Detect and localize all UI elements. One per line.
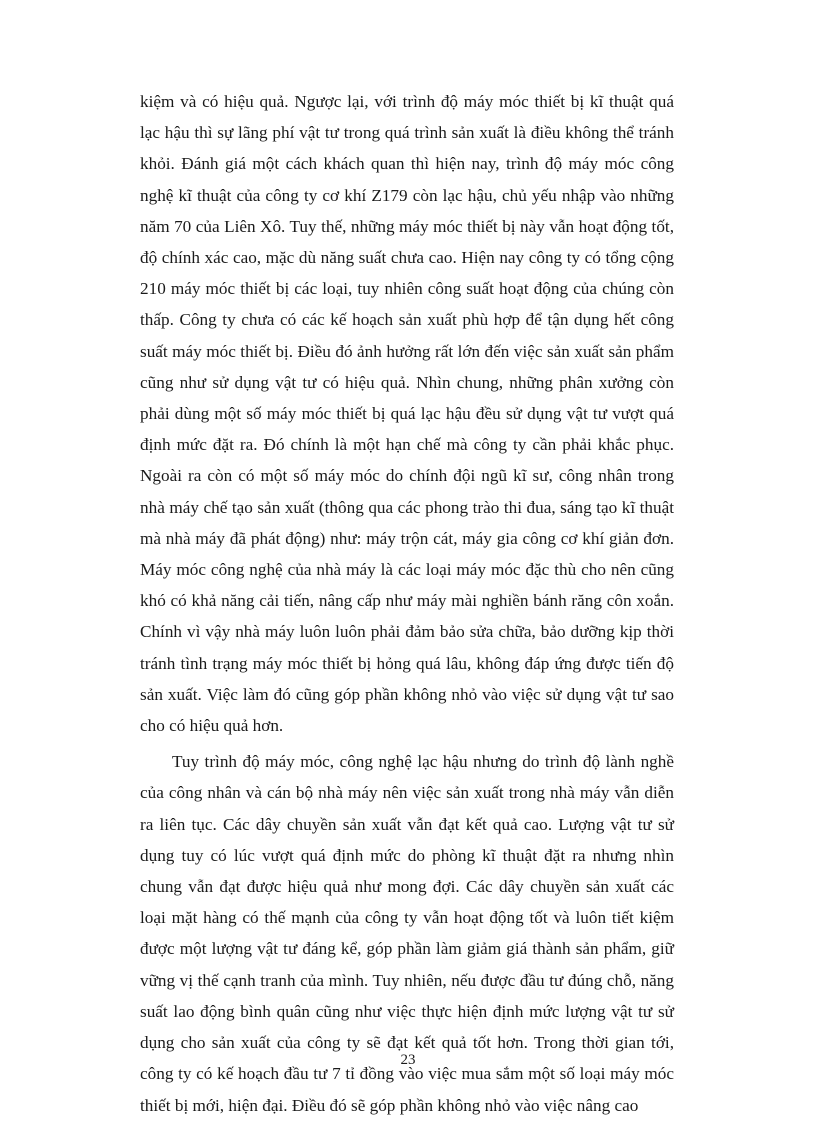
page-number: 23 (400, 1052, 416, 1068)
body-text (140, 86, 674, 1121)
paragraph-continued: kiệm và có hiệu quả. Ngược lại, với trình độ máy móc thiết bị kĩ thuật quá lạc hậu thì sự lãng phí vật tư trong quá trình sản xuất là điều không thể tránh khỏi. Đánh giá một cách khách quan thì hiện nay, trình độ máy móc công nghệ kĩ thuật của công ty cơ khí Z179 còn lạc hậu, chủ yếu nhập vào những năm 70 của Liên Xô. Tuy thế, những máy móc thiết bị này vẫn hoạt động tốt, độ chính xác cao, mặc dù năng suất chưa cao. Hiện nay công ty có tổng cộng 210 máy móc thiết bị các loại, tuy nhiên công suất hoạt động của chúng còn thấp. Công ty chưa có các kế hoạch sản xuất phù hợp để tận dụng hết công suất máy móc thiết bị. Điều đó ảnh hưởng rất lớn đến việc sản xuất sản phẩm cũng như sử dụng vật tư có hiệu quả. Nhìn chung, những phân xưởng còn phải dùng một số máy móc thiết bị quá lạc hậu đều sử dụng vật tư vượt quá định mức đặt ra. Đó chính là một hạn chế mà công ty cần phải khắc phục. Ngoài ra còn có một số máy móc do chính đội ngũ kĩ sư, công nhân trong nhà máy chế tạo sản xuất (thông qua các phong trào thi đua, sáng tạo kĩ thuật mà nhà máy đã phát động) như: máy trộn cát, máy gia công cơ khí giản đơn. Máy móc công nghệ của nhà máy là các loại máy móc đặc thù cho nên cũng khó có khả năng cải tiến, nâng cấp như máy mài nghiền bánh răng côn xoắn. Chính vì vậy nhà máy luôn luôn phải đảm bảo sửa chữa, bảo dưỡng kịp thời tránh tình trạng máy móc thiết bị hỏng quá lâu, không đáp ứng được tiến độ sản xuất. Việc làm đó cũng góp phần không nhỏ vào việc sử dụng vật tư sao cho có hiệu quả hơn. (140, 92, 674, 736)
paragraph: Tuy trình độ máy móc, công nghệ lạc hậu nhưng do trình độ lành nghề của công nhân và cán bộ nhà máy nên việc sản xuất trong nhà máy vẫn diễn ra liên tục. Các dây chuyền sản xuất vẫn đạt kết quả cao. Lượng vật tư sử dụng tuy có lúc vượt quá định mức do phòng kĩ thuật đặt ra nhưng nhìn chung vẫn đạt được hiệu quả như mong đợi. Các dây chuyền sản xuất các loại mặt hàng có thế mạnh của công ty vẫn hoạt động tốt và luôn tiết kiệm được một lượng vật tư đáng kể, góp phần làm giảm giá thành sản phẩm, giữ vững vị thế cạnh tranh của mình. Tuy nhiên, nếu được đầu tư đúng chỗ, năng suất lao động bình quân cũng như việc thực hiện định mức lượng vật tư sử dụng cho sản xuất của công ty sẽ đạt kết quả tốt hơn. Trong thời gian tới, công ty có kế hoạch đầu tư 7 tỉ đồng vào việc mua sắm một số loại máy móc thiết bị mới, hiện đại. Điều đó sẽ góp phần không nhỏ vào việc nâng cao (140, 752, 674, 1115)
